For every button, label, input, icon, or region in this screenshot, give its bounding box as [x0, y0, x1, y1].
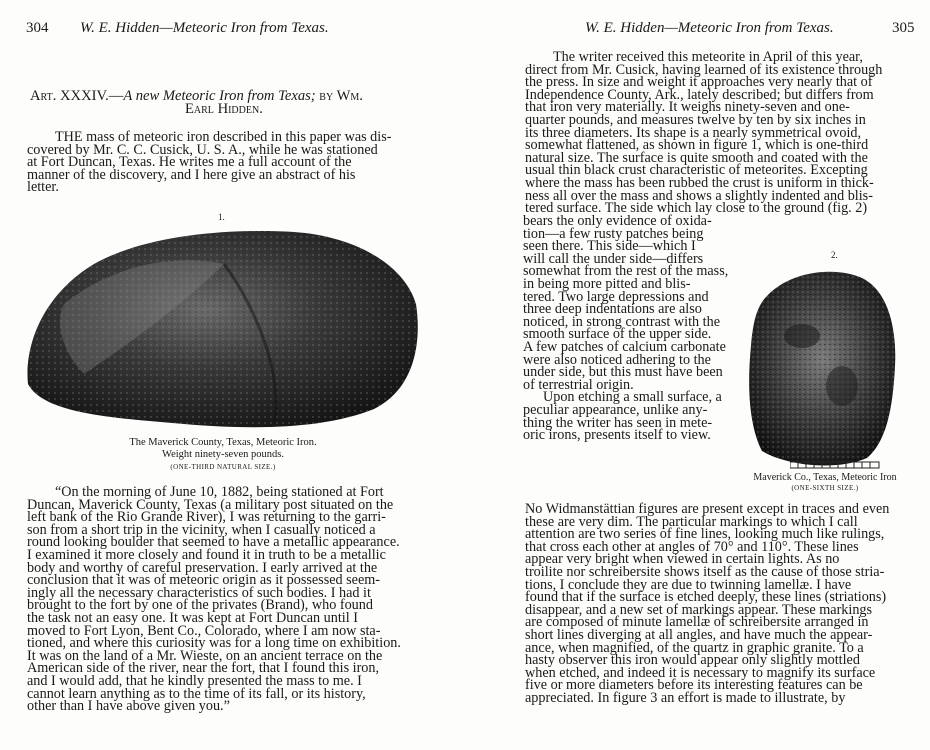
text-line: thing the writer has seen in mete- — [523, 414, 713, 431]
description-paragraph — [525, 51, 915, 215]
text-line: of terrestrial origin. — [523, 376, 634, 393]
figure-1-meteorite-image — [24, 224, 422, 434]
text-line: attention are two series of fine lines, looking much like rulings, — [525, 526, 885, 543]
text-line: brought to the fort by one of the privates (Brand), who found — [27, 597, 373, 614]
text-line: THE mass of meteoric iron described in this paper was dis- — [55, 129, 392, 145]
article-author: Earl Hidden. — [185, 101, 263, 117]
figure-2-number: 2. — [831, 250, 838, 260]
text-line: covered by Mr. C. C. Cusick, U. S. A., while he was stationed — [27, 141, 378, 158]
text-line: these are very dim. The particular markings to which I call — [525, 513, 858, 530]
text-line: somewhat flattened, as shown in figure 1, which is one-third — [525, 137, 869, 154]
text-line: appreciated. In figure 3 an effort is made to illustrate, by — [525, 689, 846, 706]
text-line: when etched, and indeed it is necessary to magnify its surface — [525, 664, 876, 681]
figure-1-caption-line1: The Maverick County, Texas, Meteoric Iron. — [129, 437, 317, 448]
running-head-right: W. E. Hidden—Meteoric Iron from Texas. — [585, 20, 834, 36]
text-line: seen there. This side—which I — [523, 238, 696, 255]
running-head-left: W. E. Hidden—Meteoric Iron from Texas. — [80, 20, 329, 36]
text-line: round looking boulder that seemed to have a metallic appearance. — [27, 534, 400, 551]
article-author-prefix: by Wm. — [315, 88, 363, 104]
text-line: and I would add, that he kindly presented the mass to me. I — [27, 672, 362, 689]
text-line: I examined it more closely and found it in truth to be a metallic — [27, 546, 386, 563]
text-line: American side of the river, near the fort, that I found this iron, — [27, 660, 380, 677]
figure-2-scale-bar — [790, 461, 880, 469]
text-line: appear very bright when viewed in certain lights. As no — [525, 551, 840, 568]
text-line: son from a short trip in the vicinity, when I casually noticed a — [27, 521, 376, 538]
text-line: ance, when magnified, of the quartz in graphic granite. To a — [525, 639, 864, 656]
text-line: tion—a few rusty patches being — [523, 225, 704, 242]
text-line: manner of the discovery, and I here give an abstract of his — [27, 166, 356, 183]
text-line: will call the under side—differs — [523, 250, 704, 267]
text-line: left bank of the Rio Grande River), I was returning to the garri- — [27, 509, 386, 526]
text-line: tions, I conclude they are due to twinning lamellæ. I have — [525, 576, 852, 593]
text-line: where the mass has been rubbed the crust is uniform in thick- — [525, 174, 874, 191]
figure-2-meteorite-image — [747, 266, 897, 471]
page-number-left: 304 — [26, 20, 49, 36]
text-line: hasty observer this iron would appear only slightly mottled — [525, 652, 860, 669]
text-line: letter. — [27, 179, 59, 196]
text-line: that iron very materially. It weighs ninety-seven and one- — [525, 99, 850, 116]
text-line: in being more pitted and blis- — [523, 275, 691, 292]
text-line: tered. Two large depressions and — [523, 288, 709, 305]
text-line: tioned, and where this curiosity was for a long time on exhibition. — [27, 635, 401, 652]
figure-1-caption-line3: (ONE-THIRD NATURAL SIZE.) — [170, 463, 276, 471]
text-line: Independence County, Ark., lately described; but differs from — [525, 86, 874, 103]
text-line: at Fort Duncan, Texas. He writes me a full account of the — [27, 154, 352, 171]
figure-2-caption-line2: (ONE-SIXTH SIZE.) — [791, 484, 859, 492]
text-line: were also noticed adhering to the — [523, 351, 711, 368]
page-number-right: 305 — [892, 20, 915, 36]
text-line: tered surface. The side which lay close to the ground (fig. 2) — [525, 200, 868, 217]
text-line: natural size. The surface is quite smooth and coated with the — [525, 149, 868, 166]
text-line: conclusion that it was of meteoric origin as it possessed seem- — [27, 572, 381, 589]
text-line: the task not an easy one. It was kept at Fort Duncan until I — [27, 609, 358, 626]
text-line: short lines diverging at all angles, and have much the appear- — [525, 626, 873, 643]
text-line: moved to Fort Lyon, Bent Co., Colorado, where I am now sta- — [27, 622, 381, 639]
text-line: No Widmanstättian figures are present except in traces and even — [525, 501, 890, 517]
etching-paragraph — [525, 503, 915, 705]
text-line: are composed of minute lamellæ of schreibersite arranged in — [525, 614, 869, 631]
text-line: somewhat from the rest of the mass, — [523, 263, 729, 280]
figure-1-caption — [24, 437, 422, 473]
text-line: Duncan, Maverick County, Texas (a military post situated on the — [27, 496, 394, 513]
text-line: bears the only evidence of oxida- — [523, 213, 712, 229]
text-line: five or more diameters before its interesting features can be — [525, 677, 863, 694]
text-line: The writer received this meteorite in April of this year, — [553, 49, 863, 65]
text-line: It was on the land of a Mr. Wieste, on an ancient terrace on the — [27, 647, 383, 664]
cusick-letter-quote — [27, 486, 420, 713]
text-line: ness all over the mass and shows a slightly indented and blis- — [525, 187, 873, 204]
text-line: troilite nor schreibersite shows itself as the cause of those stria- — [525, 563, 885, 580]
right-page — [465, 0, 930, 750]
article-title-italic: A new Meteoric Iron from Texas; — [123, 88, 316, 104]
underside-paragraph — [523, 215, 738, 442]
text-line: other than I have above given you.” — [27, 698, 230, 715]
text-line: direct from Mr. Cusick, having learned of its existence through — [525, 61, 883, 78]
text-line: that cross each other at angles of 70° and 110°. These lines — [525, 538, 859, 555]
article-number: Art. XXXIV.— — [30, 88, 124, 104]
text-line: “On the morning of June 10, 1882, being stationed at Fort — [55, 484, 384, 500]
intro-paragraph — [27, 131, 420, 194]
text-line: oric irons, presents itself to view. — [523, 427, 711, 444]
text-line: usual thin black crust characteristic of meteorites. Excepting — [525, 162, 868, 179]
text-line: its three diameters. Its shape is a nearly symmetrical ovoid, — [525, 124, 862, 141]
text-line: smooth surface of the upper side. — [523, 326, 712, 343]
text-line: under side, but this must have been — [523, 364, 723, 381]
figure-2-caption-line1: Maverick Co., Texas, Meteoric Iron — [753, 472, 897, 483]
figure-1-number: 1. — [218, 212, 225, 222]
text-line: three deep indentations are also — [523, 301, 702, 318]
text-line: Upon etching a small surface, a — [543, 389, 722, 406]
text-line: cannot learn anything as to the time of its fall, or its history, — [27, 685, 366, 702]
text-line: noticed, in strong contrast with the — [523, 313, 721, 330]
text-line: found that if the surface is etched deeply, these lines (striations) — [525, 589, 887, 606]
text-line: the press. In size and weight it approaches very nearly that of — [525, 74, 873, 91]
text-line: quarter pounds, and measures twelve by ten by six inches in — [525, 111, 866, 128]
figure-1-caption-line2: Weight ninety-seven pounds. — [162, 449, 284, 460]
text-line: disappear, and a new set of markings appear. These markings — [525, 601, 873, 618]
figure-2-caption — [735, 472, 915, 494]
text-line: ingly all the necessary characteristics of such bodies. I had it — [27, 584, 371, 601]
text-line: A few patches of calcium carbonate — [523, 338, 726, 355]
text-line: body and worthy of careful preservation. I early arrived at the — [27, 559, 378, 576]
text-line: peculiar appearance, unlike any- — [523, 401, 708, 418]
